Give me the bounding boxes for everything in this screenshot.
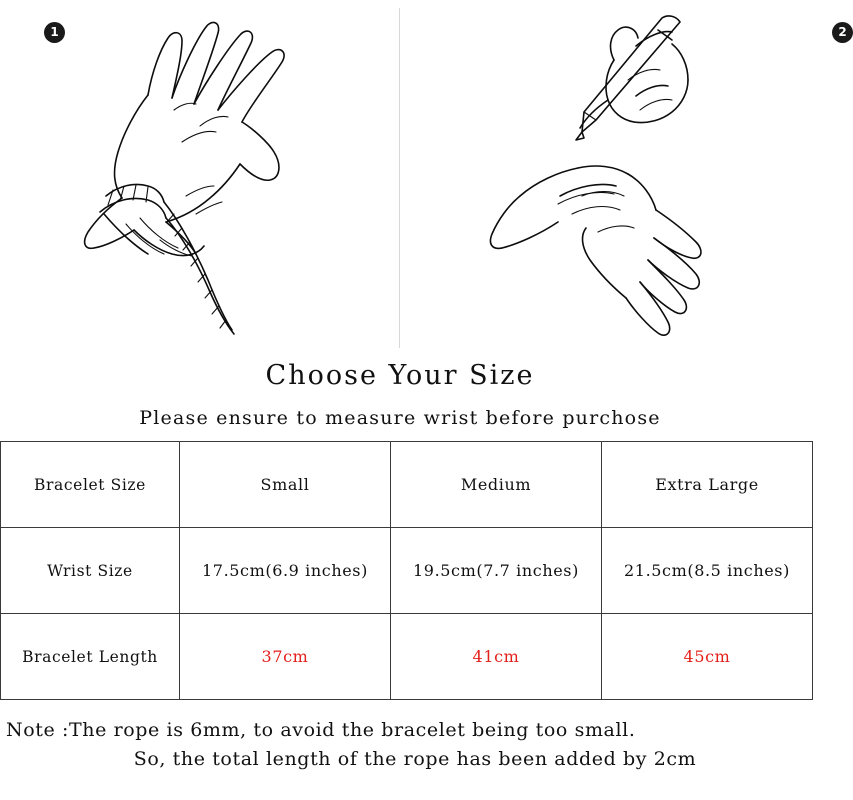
illustration-area (0, 0, 847, 352)
cell-bracelet-length-extra-large: 45cm (602, 614, 813, 700)
size-table (0, 441, 813, 700)
table-row (1, 614, 813, 700)
note-line-1: Note :The rope is 6mm, to avoid the bracelet being too small. (6, 719, 636, 741)
cell-wrist-size-extra-large: 21.5cm(8.5 inches) (602, 528, 813, 614)
hand-with-tape-illustration (0, 0, 400, 352)
cell-bracelet-size-small: Small (180, 442, 391, 528)
cell-wrist-size-medium: 19.5cm(7.7 inches) (391, 528, 602, 614)
row-label-bracelet-length: Bracelet Length (1, 614, 180, 700)
page-title: Choose Your Size (265, 360, 535, 391)
cell-wrist-size-small: 17.5cm(6.9 inches) (180, 528, 391, 614)
illustration-step-1 (0, 0, 400, 352)
illustration-step-2 (400, 0, 847, 352)
page-subtitle: Please ensure to measure wrist before purchose (139, 407, 661, 429)
row-label-wrist-size: Wrist Size (1, 528, 180, 614)
cell-bracelet-length-small: 37cm (180, 614, 391, 700)
table-row (1, 528, 813, 614)
step-1-badge: 1 (44, 22, 65, 43)
cell-bracelet-size-extra-large: Extra Large (602, 442, 813, 528)
hand-with-pen-illustration (400, 0, 800, 352)
table-row (1, 442, 813, 528)
step-2-badge: 2 (832, 22, 853, 43)
note-block (0, 716, 800, 773)
cell-bracelet-length-medium: 41cm (391, 614, 602, 700)
row-label-bracelet-size: Bracelet Size (1, 442, 180, 528)
cell-bracelet-size-medium: Medium (391, 442, 602, 528)
note-line-2: So, the total length of the rope has been added by 2cm (133, 747, 697, 770)
